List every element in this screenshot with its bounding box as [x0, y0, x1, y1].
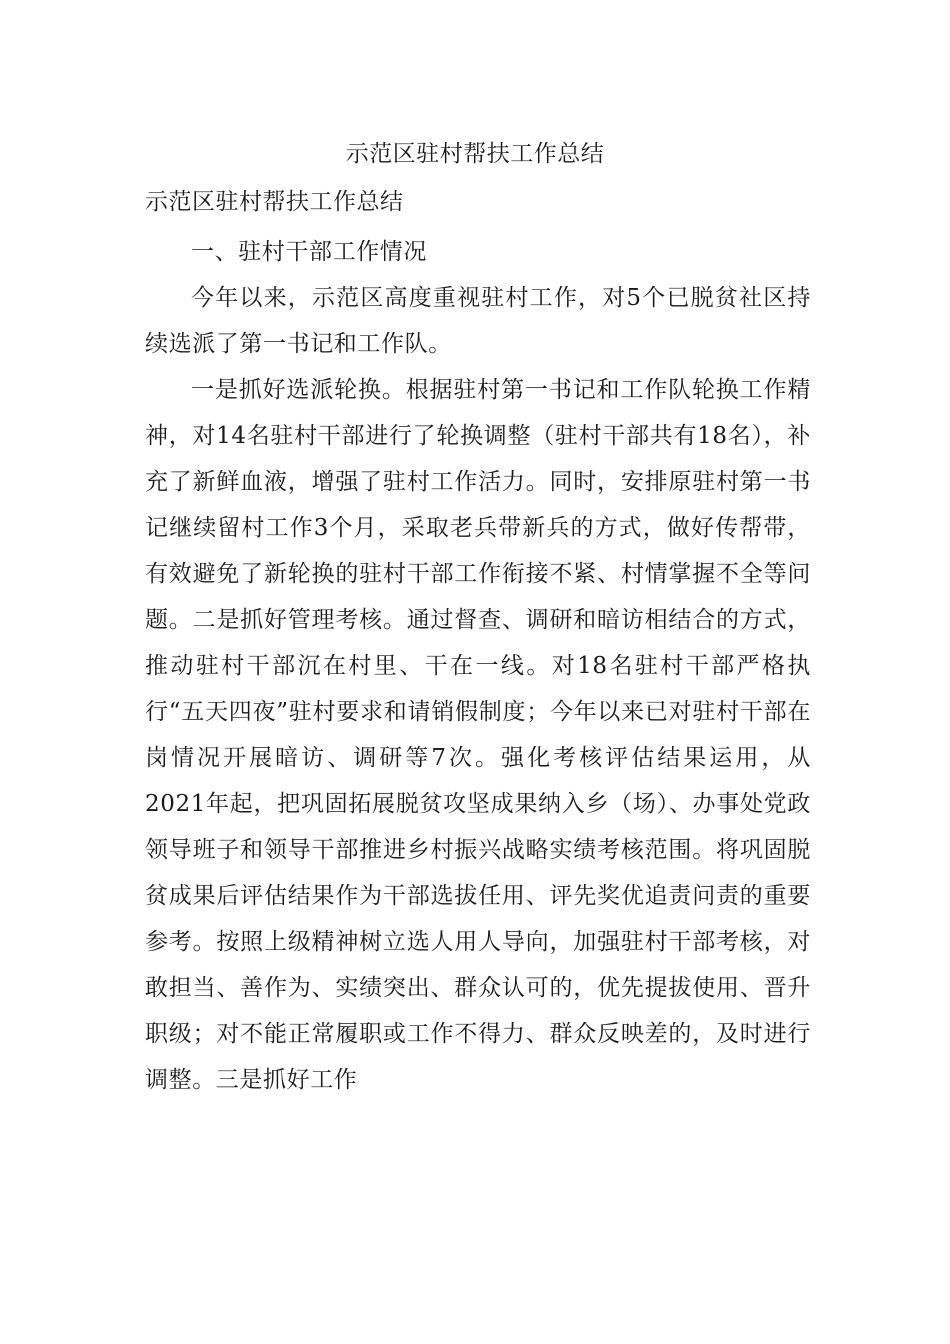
document-body	[145, 229, 811, 1103]
document-subtitle: 示范区驻村帮扶工作总结	[145, 189, 404, 215]
paragraph-intro: 今年以来，示范区高度重视驻村工作，对5个已脱贫社区持续选派了第一书记和工作队。	[145, 285, 811, 357]
section-heading: 一、驻村干部工作情况	[191, 239, 427, 265]
paragraph-measures: 一是抓好选派轮换。根据驻村第一书记和工作队轮换工作精神，对14名驻村干部进行了轮换调整（驻村干部共有18名），补充了新鲜血液，增强了驻村工作活力。同时，安排原驻村第一书记继续留村工作3个月，采取老兵带新兵的方式，做好传帮带，有效避免了新轮换的驻村干部工作衔接不紧、村情掌握不全等问题。二是抓好管理考核。通过督查、调研和暗访相结合的方式，推动驻村干部沉在村里、干在一线。对18名驻村干部严格执行“五天四夜”驻村要求和请销假制度；今年以来已对驻村干部在岗情况开展暗访、调研等7次。强化考核评估结果运用，从2021年起，把巩固拓展脱贫攻坚成果纳入乡（场）、办事处党政领导班子和领导干部推进乡村振兴战略实绩考核范围。将巩固脱贫成果后评估结果作为干部选拔任用、评先奖优追责问责的重要参考。按照上级精神树立选人用人导向，加强驻村干部考核，对敢担当、善作为、实绩突出、群众认可的，优先提拔使用、晋升职级；对不能正常履职或工作不得力、群众反映差的，及时进行调整。三是抓好工作	[145, 377, 811, 1093]
document-title: 示范区驻村帮扶工作总结	[345, 141, 605, 167]
